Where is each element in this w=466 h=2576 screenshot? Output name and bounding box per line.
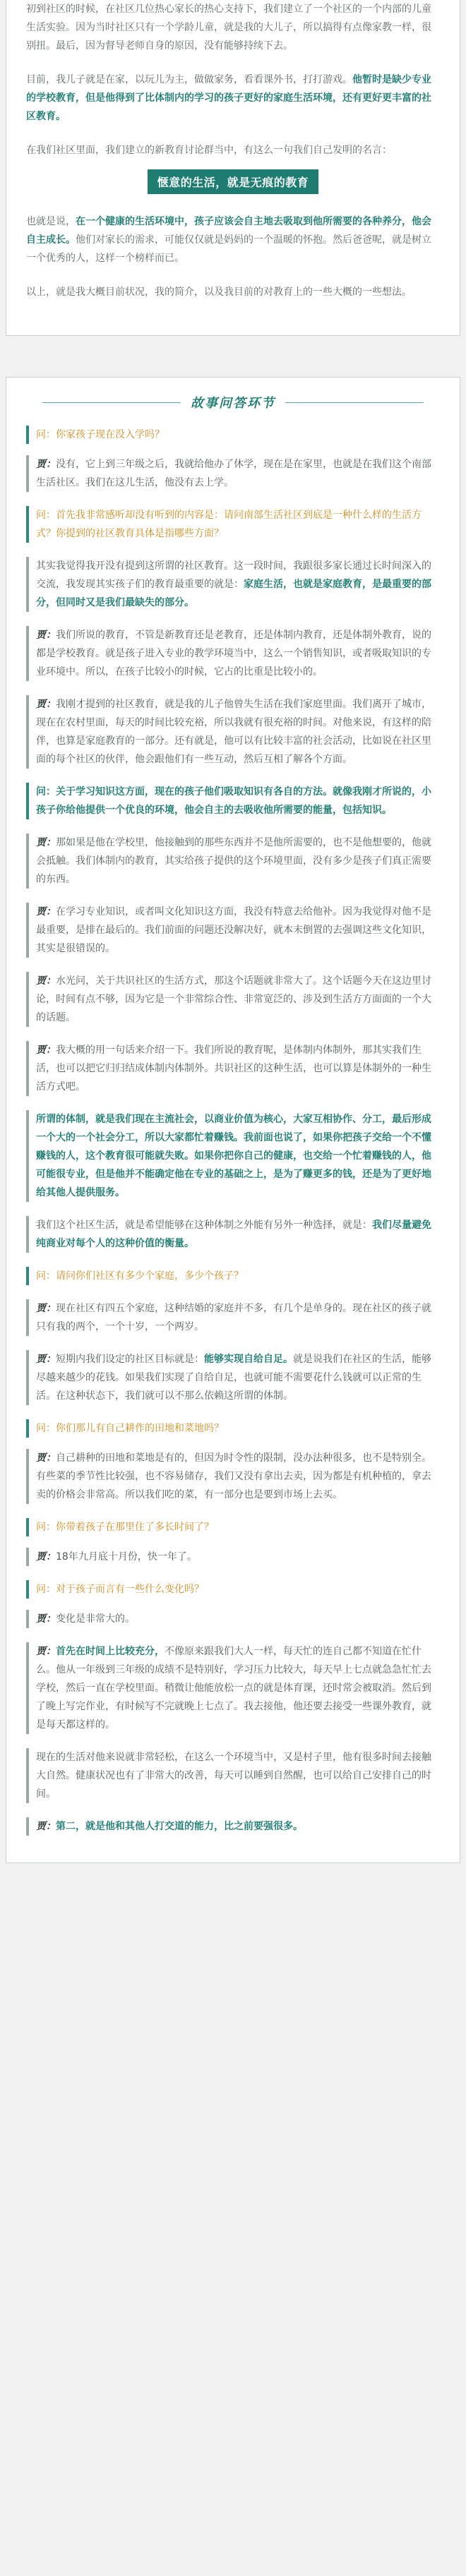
qa-spacer [26, 1599, 440, 1610]
qa-item [26, 695, 440, 769]
qa-spacer [26, 444, 440, 455]
answer-body: 现在的生活对他来说就非常轻松，在这么一个环境当中，又是村子里，他有很多时间去接触大自然。健康状况也有了非常大的改善，每天可以睡到自然醒，也可以给自己安排自己的时间。 [36, 1752, 431, 1800]
qa-spacer [26, 1438, 440, 1449]
answer-body-emphasis: 家庭生活，也就是家庭教育，是最重要的部分，但同时又是我们最缺失的部分。 [36, 579, 431, 608]
motto-banner [26, 169, 440, 194]
answer-body: 我刚才提到的社区教育，就是我的儿子他曾失生活在我们家庭里面。我们离开了城市，现在在农村里面，每天的时间比较充裕，所以我就有很充裕的时间。对他来说，有这样的陪伴，也算是家庭教育的一部分。还有就是，他可以有比较丰富的社会活动，比如说在社区里面的每个社区的伙伴，他会跟他们有一些互动，然后互相了解各个方面。 [36, 699, 431, 765]
qa-item [26, 1267, 440, 1285]
qa-item [26, 1419, 440, 1504]
section-header [26, 393, 440, 411]
answer-text [26, 1548, 440, 1566]
answer-speaker-mark: 贾： [36, 975, 56, 987]
answer-body: 水光问，关于共识社区的生活方式，那这个话题就非常大了。这个话题今天在这边里讨论，时间有点不够，因为它是一个非常综合性、非常宽泛的、涉及到生活方方面面的一个大的话题。 [36, 975, 431, 1023]
section-header-line-left [42, 402, 181, 403]
qa-item [26, 506, 440, 543]
answer-speaker-mark: 贾： [36, 459, 56, 470]
intro-paragraph-4-tail: 他们对家长的需求，可能仅仅就是妈妈的一个温暖的怀抱。然后爸爸呢，就是树立一个优秀的人，这样一个榜样而已。 [26, 234, 431, 264]
answer-text [26, 1817, 440, 1836]
answer-body: 没有，它上到三年级之后，我就给他办了休学，现在是在家里，也就是在我们这个南部生活社区。我们在这儿生活，他没有去上学。 [36, 459, 431, 488]
intro-paragraph-4 [26, 212, 440, 267]
answer-body: 变化是非常大的。 [56, 1613, 135, 1625]
qa-item [26, 1748, 440, 1803]
qa-item [26, 1642, 440, 1734]
motto-text: 惬意的生活，就是无痕的教育 [148, 169, 319, 194]
answer-text [26, 1748, 440, 1803]
intro-card [6, 0, 460, 336]
question-text: 问：你家孩子现在没入学吗？ [26, 426, 440, 444]
answer-speaker-mark: 贾： [36, 699, 56, 710]
question-text: 问：请问你们社区有多少个家庭，多少个孩子？ [26, 1267, 440, 1285]
intro-paragraph-2 [26, 71, 440, 126]
qa-spacer [26, 1536, 440, 1548]
answer-speaker-mark: 贾： [36, 1551, 56, 1563]
qa-item [26, 1041, 440, 1096]
intro-paragraph-3: 在我们社区里面，我们建立的新教育讨论群当中，有这么一句我们自己发明的名言： [26, 145, 392, 156]
qa-item [26, 426, 440, 492]
qa-item [26, 972, 440, 1027]
intro-paragraph-1: 初到社区的时候，在社区几位热心家长的热心支持下，我们建立了一个社区的一个内部的儿童生活实验。因为当时社区只有一个学龄儿童，就是我的大儿子，所以搞得有点像家教一样，很别扭。最后，因为督导老师自身的原因，没有能够持续下去。 [26, 4, 431, 52]
answer-speaker-mark: 贾： [36, 1613, 56, 1625]
question-text: 问：关于学习知识这方面，现在的孩子他们吸取知识有各自的方法。就像我刚才所说的，小孩子你给他提供一个优良的环境，他会自主的去吸收他所需要的能量，包括知识。 [26, 783, 440, 819]
answer-speaker-mark: 贾： [36, 1354, 56, 1365]
qa-item [26, 1817, 440, 1836]
question-text: 问：你带着孩子在那里住了多长时间了？ [26, 1518, 440, 1536]
intro-paragraph-2-emphasis: 他暂时是缺少专业的学校教育，但是他得到了比体制内的学习的孩子更好的家庭生活环境，还有更好更丰富的社区教育。 [26, 74, 431, 122]
answer-body-emphasis: 我们尽量避免纯商业对每个人的这种价值的衡量。 [36, 1220, 431, 1249]
answer-body: 我大概的用一句话来介绍一下。我们所说的教育呢，是体制内体制外，那其实我们生活，也可以把它归归结成体制内体制外。共识社区的这种生活，也可以算是体制外的一种生活方式吧。 [36, 1045, 431, 1093]
qa-item [26, 1350, 440, 1405]
answer-body: 我们所说的教育，不管是新教育还是老教育，还是体制内教育，还是体制外教育，说的都是学校教育。就是孩子进入专业的教学环境当中，这么一个销售知识，或者吸取知识的专业环境中。所以，在孩子比较小的时候，它占的比重是比较小的。 [36, 630, 431, 678]
answer-body: 在学习专业知识，或者叫文化知识这方面，我没有特意去给他补。因为我觉得对他不是最重要，是排在最后的。我们前面的问题还没解决好，就本末倒置的去强调这些文化知识，其实是很错误的。 [36, 906, 431, 954]
question-text: 问：你们那儿有自己耕作的田地和菜地吗？ [26, 1419, 440, 1438]
answer-speaker-mark: 贾： [36, 1821, 56, 1832]
answer-text [26, 972, 440, 1027]
answer-text [26, 695, 440, 769]
question-text: 问：首先我非常感听却没有听到的内容是：请问南部生活社区到底是一种什么样的生活方式？你提到的社区教育具体是指哪些方面？ [26, 506, 440, 543]
qa-card [6, 377, 460, 1863]
intro-paragraph-5: 以上，就是我大概目前状况，我的简介，以及我目前的对教育上的一些大概的一些想法。 [26, 287, 412, 298]
intro-paragraph-4-emphasis: 在一个健康的生活环境中，孩子应该会自主地去吸取到他所需要的各种养分，他会自主成长。 [26, 216, 431, 246]
section-header-line-right [285, 402, 424, 403]
answer-body-emphasis: 首先在时间上比较充分， [56, 1646, 165, 1657]
qa-item [26, 1216, 440, 1253]
qa-item [26, 1110, 440, 1202]
answer-text [26, 1216, 440, 1253]
answer-speaker-mark: 贾： [36, 630, 56, 641]
answer-body: 那如果是他在学校里，他接触到的那些东西并不是他所需要的，也不是他想要的，他就会抵触。我们体制内的教育，其实给孩子提供的这个环境里面，没有多少是孩子们真正需要的东西。 [36, 837, 431, 885]
qa-item [26, 557, 440, 612]
answer-speaker-mark: 贾： [36, 837, 56, 848]
qa-item [26, 903, 440, 958]
qa-item [26, 833, 440, 889]
answer-body-lead: 短期内我们设定的社区目标就是： [56, 1354, 204, 1365]
answer-body-tail: 不像原来跟我们大人一样，每天忙的连自己都不知道在忙什么。他从一年级到三年级的成绩不是特别好，学习压力比较大，每天早上七点就急急忙忙去学校，然后一直在学校里面。稍微让他能放松一点的就是体育课，还时常会被取消。然后到了晚上写完作业，有时候写不完就晚上七点了。我去接他，他还要去接受一些课外教育，就是每天都这样的。 [36, 1646, 431, 1731]
answer-body-emphasis: 第二，就是他和其他人打交道的能力，比之前要强很多。 [56, 1821, 303, 1832]
answer-body-emphasis: 能够实现自给自足。 [204, 1354, 293, 1365]
answer-text [26, 1350, 440, 1405]
question-text: 问：对于孩子而言有一些什么变化吗？ [26, 1580, 440, 1599]
qa-list [26, 426, 440, 1836]
answer-text [26, 626, 440, 681]
answer-body-lead: 我们这个社区生活，就是希望能够在这种体制之外能有另外一种选择，就是： [36, 1220, 372, 1231]
qa-item [26, 783, 440, 819]
answer-body: 自己耕种的田地和菜地是有的，但因为时令性的限制，没办法种很多，也不是特别全。有些菜的季节性比较强，也不容易储存，我们又没有拿出去卖，因为都是有机种植的，拿去卖的价格会非常高。所以我们吃的菜，有一部分也是要到市场上去买。 [36, 1452, 431, 1500]
answer-text [26, 1642, 440, 1734]
answer-body: 现在社区有四五个家庭，这种结婚的家庭并不多，有几个是单身的。现在社区的孩子就只有我的两个，一个十岁，一个两岁。 [36, 1303, 431, 1332]
answer-text [26, 1110, 440, 1202]
answer-text [26, 833, 440, 889]
answer-speaker-mark: 贾： [36, 906, 56, 917]
qa-item [26, 1518, 440, 1566]
answer-text [26, 903, 440, 958]
answer-speaker-mark: 贾： [36, 1646, 56, 1657]
answer-text [26, 557, 440, 612]
answer-body-emphasis: 所谓的体制，就是我们现在主流社会，以商业价值为核心，大家互相协作、分工，最后形成一个大的一个社会分工，所以大家都忙着赚钱。我前面也说了，如果你把孩子交给一个不懂赚钱的人，这个教育很可能就失败。如果你把你自己的健康，也交给一个忙着赚钱的人，他可能很专业，但是他并不能确定他在专业的基础之上，是为了赚更多的钱，还是为了更好地给其他人提供服务。 [36, 1114, 431, 1198]
qa-item [26, 626, 440, 681]
answer-text [26, 1449, 440, 1504]
qa-item [26, 1299, 440, 1336]
intro-paragraph-4-lead: 也就是说， [26, 216, 76, 227]
answer-speaker-mark: 贾： [36, 1045, 56, 1056]
answer-body-lead: 其实我觉得我开没有提到这所谓的社区教育。这一段时间，我跟很多家长通过长时间深入的交流，我发现其实孩子们的教育最重要的就是： [36, 560, 431, 590]
answer-text [26, 1041, 440, 1096]
answer-speaker-mark: 贾： [36, 1452, 56, 1464]
answer-text [26, 1299, 440, 1336]
answer-body-tail: 就是说我们在社区的生活，能够尽越来越少的花钱。如果我们实现了自给自足，也就可能不需要花什么钱就可以正常的生活。在这种状态下，我们就可以不那么依赖这所谓的体制。 [36, 1354, 431, 1402]
intro-paragraph-2-plain: 目前，我儿子就是在家，以玩儿为主，做做家务，看看课外书，打打游戏。 [26, 74, 352, 85]
section-title: 故事问答环节 [191, 396, 275, 411]
qa-item [26, 1580, 440, 1628]
answer-text [26, 455, 440, 492]
answer-speaker-mark: 贾： [36, 1303, 56, 1314]
answer-body: 18年九月底十月份，快一年了。 [56, 1551, 197, 1563]
answer-text [26, 1610, 440, 1628]
